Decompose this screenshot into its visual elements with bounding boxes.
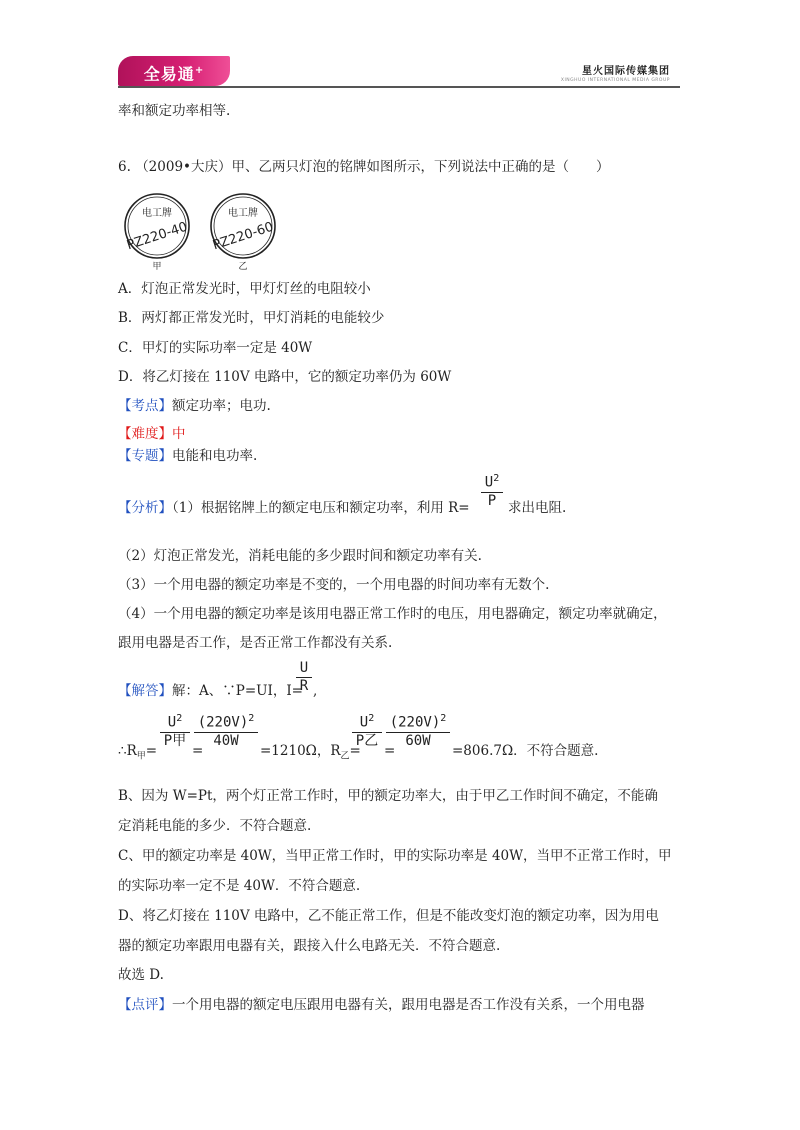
bulb2-spec: PZ220-60 <box>210 219 276 254</box>
fenxi-tag: 【分析】 <box>118 500 172 516</box>
dianping-text: 一个用电器的额定电压跟用电器有关，跟用电器是否工作没有关系，一个用电器 <box>172 997 645 1013</box>
intro-line: 率和额定功率相等. <box>118 103 231 119</box>
fenxi-line5: 跟用电器是否工作，是否正常工作都没有关系. <box>118 635 393 651</box>
zhuanti-tag: 【专题】 <box>118 448 172 464</box>
jieda-d-line1: D、将乙灯接在 110V 电路中，乙不能正常工作，但是不能改变灯泡的额定功率，因为用电 <box>118 908 659 924</box>
jieda-tag: 【解答】 <box>118 683 172 699</box>
jieda-c-line2: 的实际功率一定不是 40W．不符合题意. <box>118 878 361 894</box>
logo-plus: + <box>194 65 205 76</box>
option-d: D．将乙灯接在 110V 电路中，它的额定功率仍为 60W <box>118 369 452 385</box>
calc-eq2: = <box>192 743 204 759</box>
fenxi-line3: （3）一个用电器的额定功率是不变的，一个用电器的时间功率有无数个. <box>118 577 550 593</box>
header-divider <box>118 86 680 88</box>
jieda-d-line2: 器的额定功率跟用电器有关，跟接入什么电路无关．不符合题意. <box>118 938 501 954</box>
zhuanti-text: 电能和电功率. <box>172 448 258 464</box>
kaodian-tag: 【考点】 <box>118 398 172 414</box>
fenxi-line2: （2）灯泡正常发光，消耗电能的多少跟时间和额定功率有关. <box>118 548 482 564</box>
question-text: （2009•大庆）甲、乙两只灯泡的铭牌如图所示，下列说法中正确的是（ ） <box>135 159 610 175</box>
calc-frac-u2-pyi: $U^2$ P乙 <box>352 710 382 750</box>
calc-frac-u2-pjia: $U^2$ P甲 <box>160 710 190 750</box>
bulb2-label: 乙 <box>238 262 248 272</box>
kaodian-line <box>118 396 271 416</box>
calc-result1: =1210Ω，$R_乙=$ <box>260 743 361 762</box>
brand-logo <box>118 56 230 86</box>
jieda-b-line1: B、因为 W=Pt，两个灯正常工作时，甲的额定功率大，由于甲乙工作时间不确定，不能确 <box>118 788 658 804</box>
bulb-plate-jia <box>125 194 189 272</box>
i-frac-end: , <box>313 683 318 699</box>
logo-text: 全易通 <box>143 64 195 84</box>
fenxi-frac-num: $U^2$ <box>484 473 500 491</box>
i-frac-num: U <box>299 660 309 676</box>
option-c: C．甲灯的实际功率一定是 40W <box>118 340 313 356</box>
company-name: 星火国际传媒集团 <box>582 66 670 77</box>
zhuanti-line <box>118 446 257 466</box>
fenxi-line1-post: 求出电阻. <box>508 500 567 516</box>
bulb2-brand: 电工牌 <box>228 208 258 219</box>
i-frac-den: R <box>299 678 309 694</box>
fenxi-fraction <box>481 470 503 510</box>
jieda-line1 <box>118 681 303 701</box>
bulb-plate-yi <box>211 194 275 272</box>
fenxi-frac-den: P <box>487 492 497 509</box>
current-fraction <box>296 660 312 695</box>
dianping-tag: 【点评】 <box>118 997 172 1013</box>
jieda-line1-text: 解：A、∵P=UI，I= <box>172 683 303 699</box>
calc-frac-220-60: $(220V)^2$ 60W <box>386 710 450 750</box>
fenxi-line1 <box>118 498 470 518</box>
jieda-b-line2: 定消耗电能的多少．不符合题意. <box>118 818 312 834</box>
fenxi-line1-pre: （1）根据铭牌上的额定电压和额定功率，利用 R= <box>172 500 470 516</box>
nandu-line <box>118 424 186 444</box>
calc-sub-yi: 乙 <box>340 751 350 762</box>
bulb-nameplates-figure <box>118 190 298 272</box>
option-b: B．两灯都正常发光时，甲灯消耗的电能较少 <box>118 310 385 326</box>
calc-therefore: $\therefore R_甲=$ <box>118 743 158 762</box>
jieda-c-line1: C、甲的额定功率是 40W，当甲正常工作时，甲的实际功率是 40W，当甲不正常工作时，甲 <box>118 848 672 864</box>
option-a: A．灯泡正常发光时，甲灯灯丝的电阻较小 <box>118 281 371 297</box>
dianping-line <box>118 995 645 1015</box>
bulb1-spec: PZ220-40 <box>124 219 190 254</box>
nandu-tag: 【难度】 <box>118 426 172 442</box>
calc-sub-jia: 甲 <box>136 751 146 762</box>
calc-eq3: = <box>384 743 396 759</box>
calc-result2: =806.7Ω．不符合题意. <box>452 743 599 759</box>
company-name-en: XINGHUO INTERNATIONAL MEDIA GROUP <box>560 78 670 83</box>
calc-eq1: = <box>145 743 158 759</box>
bulb1-brand: 电工牌 <box>142 208 172 219</box>
question-number: 6. <box>118 159 131 175</box>
kaodian-text: 额定功率；电功. <box>172 398 271 414</box>
fenxi-line4: （4）一个用电器的额定功率是该用电器正常工作时的电压，用电器确定，额定功率就确定， <box>118 606 667 622</box>
nandu-text: 中 <box>172 426 186 442</box>
bulb1-label: 甲 <box>152 262 162 272</box>
question-stem <box>118 157 610 177</box>
calc-frac-220-40: $(220V)^2$ 40W <box>194 710 258 750</box>
company-block <box>561 62 670 83</box>
jieda-answer: 故选 D. <box>118 967 164 983</box>
